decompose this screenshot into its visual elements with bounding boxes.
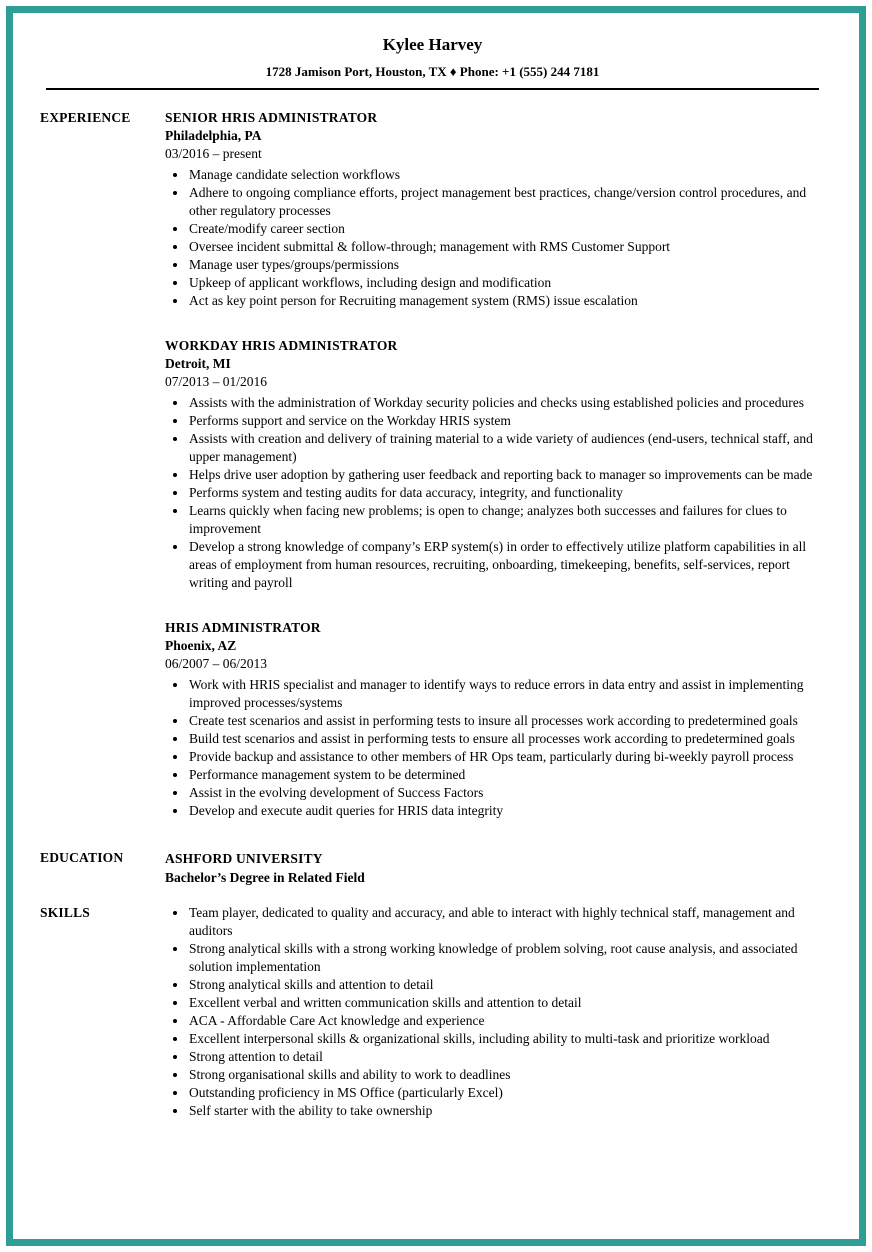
skill-bullet: • ACA - Affordable Care Act knowledge and experience [188,1012,825,1030]
job-bullet: • Helps drive user adoption by gathering user feedback and reporting back to manager so improvements can be made [188,466,825,484]
job-dates: 07/2013 – 01/2016 [165,374,268,389]
job-location: Detroit, MI [165,356,231,371]
person-name: Kylee Harvey [382,35,483,54]
skill-bullet: • Excellent interpersonal skills & organizational skills, including ability to multi-task and prioritize workload [188,1030,825,1048]
job-title: HRIS ADMINISTRATOR [165,620,321,635]
degree: Bachelor’s Degree in Related Field [165,870,365,885]
job-title: SENIOR HRIS ADMINISTRATOR [165,110,378,125]
job-entry [165,109,825,310]
header-divider [46,88,819,90]
job-bullet: • Build test scenarios and assist in performing tests to ensure all processes work according to predetermined goals [188,730,825,748]
job-bullet-list [165,166,825,310]
job-location: Phoenix, AZ [165,638,237,653]
resume-page [13,13,859,1138]
job-dates: 03/2016 – present [165,146,262,161]
job-bullet: • Create test scenarios and assist in performing tests to insure all processes work according to predetermined goals [188,712,825,730]
job-bullet: • Oversee incident submittal & follow-through; management with RMS Customer Support [188,238,825,256]
skill-bullet: • Strong attention to detail [188,1048,825,1066]
skill-bullet: • Excellent verbal and written communication skills and attention to detail [188,994,825,1012]
skill-bullet: • Team player, dedicated to quality and accuracy, and able to interact with highly technical staff, management and auditors [188,904,825,940]
skills-section [40,904,825,1120]
job-bullet: • Adhere to ongoing compliance efforts, project management best practices, change/version control procedures, and other regulatory processes [188,184,825,220]
job-bullet: • Performs support and service on the Workday HRIS system [188,412,825,430]
experience-section [40,109,825,820]
education-section [40,849,825,887]
job-bullet: • Manage user types/groups/permissions [188,256,825,274]
job-bullet: • Manage candidate selection workflows [188,166,825,184]
experience-jobs [165,109,825,820]
skills-content [165,904,825,1120]
job-bullet: • Develop a strong knowledge of company’s ERP system(s) in order to effectively utilize platform capabilities in all areas of employment from human resources, recruiting, onboarding, timekeeping, benefits, self-services, report writing and payroll [188,538,825,592]
skills-list [165,904,825,1120]
job-bullet: • Upkeep of applicant workflows, including design and modification [188,274,825,292]
job-entry [165,619,825,820]
job-dates: 06/2007 – 06/2013 [165,656,268,671]
section-label-education: EDUCATION [40,850,124,865]
job-bullet: • Create/modify career section [188,220,825,238]
school-name: ASHFORD UNIVERSITY [165,851,323,866]
education-content [165,849,825,887]
job-bullet: • Performs system and testing audits for data accuracy, integrity, and functionality [188,484,825,502]
skill-bullet: • Outstanding proficiency in MS Office (particularly Excel) [188,1084,825,1102]
job-bullet-list [165,394,825,592]
job-entry [165,337,825,592]
job-bullet: • Develop and execute audit queries for HRIS data integrity [188,802,825,820]
skill-bullet: • Strong analytical skills with a strong working knowledge of problem solving, root cause analysis, and associated solution implementation [188,940,825,976]
job-bullet: • Assists with the administration of Workday security policies and checks using established policies and procedures [188,394,825,412]
contact-line: 1728 Jamison Port, Houston, TX ♦ Phone: +1 (555) 244 7181 [265,64,600,79]
skill-bullet: • Self starter with the ability to take ownership [188,1102,825,1120]
job-location: Philadelphia, PA [165,128,262,143]
skill-bullet: • Strong analytical skills and attention to detail [188,976,825,994]
job-bullet: • Assists with creation and delivery of training material to a wide variety of audiences (end-users, technical staff, and upper management) [188,430,825,466]
job-bullet: • Act as key point person for Recruiting management system (RMS) issue escalation [188,292,825,310]
job-bullet: • Learns quickly when facing new problems; is open to change; analyzes both successes and failures for clues to improvement [188,502,825,538]
job-bullet: • Performance management system to be determined [188,766,825,784]
job-bullet: • Provide backup and assistance to other members of HR Ops team, particularly during bi-weekly payroll process [188,748,825,766]
section-label-experience: EXPERIENCE [40,110,131,125]
job-bullet-list [165,676,825,820]
section-label-skills: SKILLS [40,905,90,920]
skill-bullet: • Strong organisational skills and ability to work to deadlines [188,1066,825,1084]
job-bullet: • Assist in the evolving development of Success Factors [188,784,825,802]
page-border [6,6,866,1246]
resume-header [40,35,825,90]
job-bullet: • Work with HRIS specialist and manager to identify ways to reduce errors in data entry and assist in implementing improved processes/systems [188,676,825,712]
job-title: WORKDAY HRIS ADMINISTRATOR [165,338,398,353]
